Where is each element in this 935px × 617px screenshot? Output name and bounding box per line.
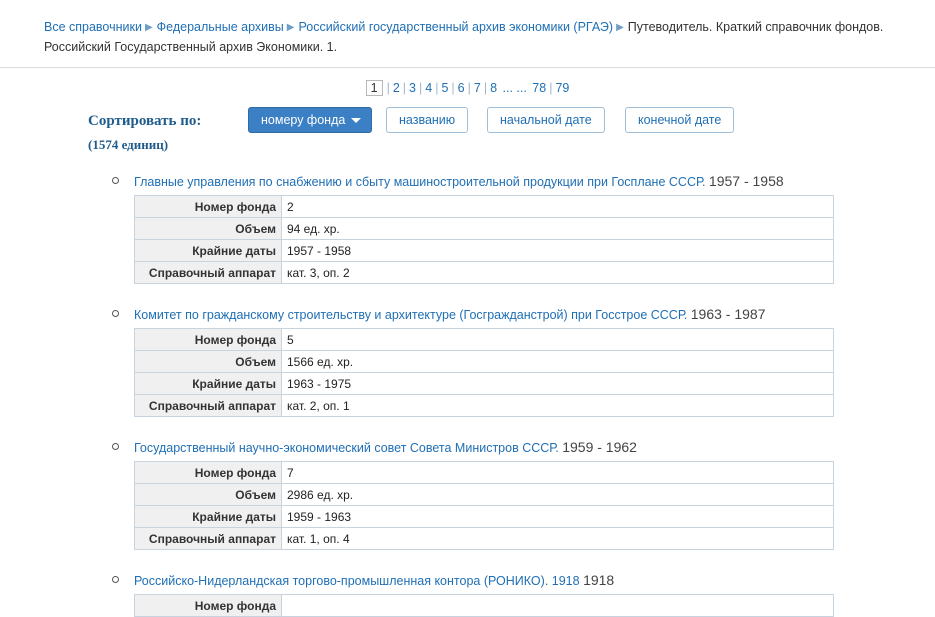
sort-by-name-button[interactable]: названию [386, 107, 468, 133]
fund-title-link[interactable]: Российско-Нидерландская торгово-промышленная контора (РОНИКО). 1918 [134, 574, 580, 588]
fund-volume-value: 2986 ед. хр. [282, 484, 834, 506]
table-row [135, 528, 834, 550]
fund-title-dates: 1959 - 1962 [562, 439, 637, 455]
fund-number-value: 2 [282, 196, 834, 218]
breadcrumb-item-2[interactable]: Федеральные архивы [156, 20, 284, 34]
sort-by-fund-number-label: номеру фонда [261, 113, 346, 127]
pager-separator: | [386, 81, 390, 95]
breadcrumb-item-current: Путеводитель. Краткий справочник фондов. Российский Государственный архив Экономики. 1. [44, 20, 884, 54]
fund-list [0, 173, 935, 617]
bullet-icon [112, 576, 119, 583]
fund-details-table [134, 594, 834, 617]
fund-dates-label: Крайние даты [135, 240, 282, 262]
fund-volume-label: Объем [135, 351, 282, 373]
breadcrumb-separator-icon: ▶ [144, 22, 153, 33]
fund-number-value [282, 595, 834, 617]
chevron-down-icon [351, 118, 361, 123]
table-row [135, 462, 834, 484]
table-row [135, 196, 834, 218]
fund-title-link[interactable]: Комитет по гражданскому строительству и архитектуре (Госгражданстрой) при Госстрое СССР. [134, 308, 688, 322]
fund-dates-value: 1963 - 1975 [282, 373, 834, 395]
table-row [135, 262, 834, 284]
breadcrumb-separator-icon: ▶ [286, 22, 295, 33]
fund-dates-label: Крайние даты [135, 506, 282, 528]
page-link-79[interactable]: 79 [555, 81, 570, 95]
fund-title-dates: 1957 - 1958 [708, 173, 784, 189]
fund-details-table [134, 195, 834, 284]
results-count: (1574 единиц) [88, 137, 169, 152]
breadcrumb [0, 0, 935, 68]
pager-ellipsis: ... ... [502, 81, 527, 95]
fund-number-value: 7 [282, 462, 834, 484]
sort-by-start-date-button[interactable]: начальной дате [487, 107, 605, 133]
pager-separator: | [451, 81, 455, 95]
list-item [0, 173, 935, 284]
page-link-3[interactable]: 3 [409, 81, 416, 95]
table-row [135, 595, 834, 617]
fund-details-table [134, 328, 834, 417]
bullet-icon [112, 443, 119, 450]
bullet-icon [112, 310, 119, 317]
sort-bar [0, 105, 935, 165]
table-row [135, 395, 834, 417]
fund-title-dates: 1918 [583, 572, 615, 588]
page-link-6[interactable]: 6 [457, 81, 465, 95]
fund-title [112, 306, 935, 323]
page-link-78[interactable]: 78 [532, 81, 547, 95]
fund-title-link[interactable]: Государственный научно-экономический совет Совета Министров СССР. [134, 441, 559, 455]
page-link-8[interactable]: 8 [490, 81, 498, 95]
breadcrumb-separator-icon: ▶ [616, 22, 624, 33]
breadcrumb-item-3[interactable]: Российский государственный архив экономики (РГАЭ) [298, 20, 614, 34]
fund-apparatus-label: Справочный аппарат [135, 262, 282, 284]
breadcrumb-item-1[interactable]: Все справочники [44, 20, 142, 34]
fund-title-dates: 1963 - 1987 [690, 306, 766, 322]
fund-volume-label: Объем [135, 218, 282, 240]
list-item [0, 572, 935, 617]
list-item [0, 306, 935, 417]
bullet-icon [112, 177, 119, 184]
pager-separator: | [435, 81, 439, 95]
fund-dates-value: 1959 - 1963 [282, 506, 834, 528]
pager-separator: | [402, 81, 407, 95]
sort-by-end-date-button[interactable]: конечной дате [625, 107, 734, 133]
list-item [0, 439, 935, 550]
pager-separator: | [419, 81, 423, 95]
fund-apparatus-value: кат. 3, оп. 2 [282, 262, 834, 284]
fund-number-label: Номер фонда [135, 196, 282, 218]
page-link-4[interactable]: 4 [425, 81, 433, 95]
fund-dates-value: 1957 - 1958 [282, 240, 834, 262]
fund-number-label: Номер фонда [135, 595, 282, 617]
table-row [135, 506, 834, 528]
fund-title-link[interactable]: Главные управления по снабжению и сбыту машиностроительной продукции при Госплане СССР. [134, 175, 706, 189]
fund-volume-value: 1566 ед. хр. [282, 351, 834, 373]
fund-title [112, 439, 935, 456]
fund-volume-value: 94 ед. хр. [282, 218, 834, 240]
pager-separator: | [483, 81, 488, 95]
pager-separator: | [467, 81, 471, 95]
fund-apparatus-label: Справочный аппарат [135, 395, 282, 417]
sort-label: Сортировать по: [88, 113, 202, 129]
sort-by-fund-number-button[interactable] [248, 107, 372, 133]
fund-apparatus-label: Справочный аппарат [135, 528, 282, 550]
fund-details-table [134, 461, 834, 550]
fund-number-label: Номер фонда [135, 462, 282, 484]
table-row [135, 373, 834, 395]
page-link-5[interactable]: 5 [441, 81, 449, 95]
table-row [135, 351, 834, 373]
fund-dates-label: Крайние даты [135, 373, 282, 395]
page-current: 1 [366, 80, 383, 96]
table-row [135, 218, 834, 240]
table-row [135, 329, 834, 351]
fund-number-label: Номер фонда [135, 329, 282, 351]
fund-volume-label: Объем [135, 484, 282, 506]
fund-apparatus-value: кат. 1, оп. 4 [282, 528, 834, 550]
fund-title [112, 173, 935, 190]
fund-number-value: 5 [282, 329, 834, 351]
fund-apparatus-value: кат. 2, оп. 1 [282, 395, 834, 417]
table-row [135, 240, 834, 262]
fund-title [112, 572, 935, 589]
pagination [0, 68, 935, 105]
pager-separator: | [549, 81, 553, 95]
page-link-2[interactable]: 2 [392, 81, 400, 95]
table-row [135, 484, 834, 506]
page-link-7[interactable]: 7 [473, 81, 481, 95]
